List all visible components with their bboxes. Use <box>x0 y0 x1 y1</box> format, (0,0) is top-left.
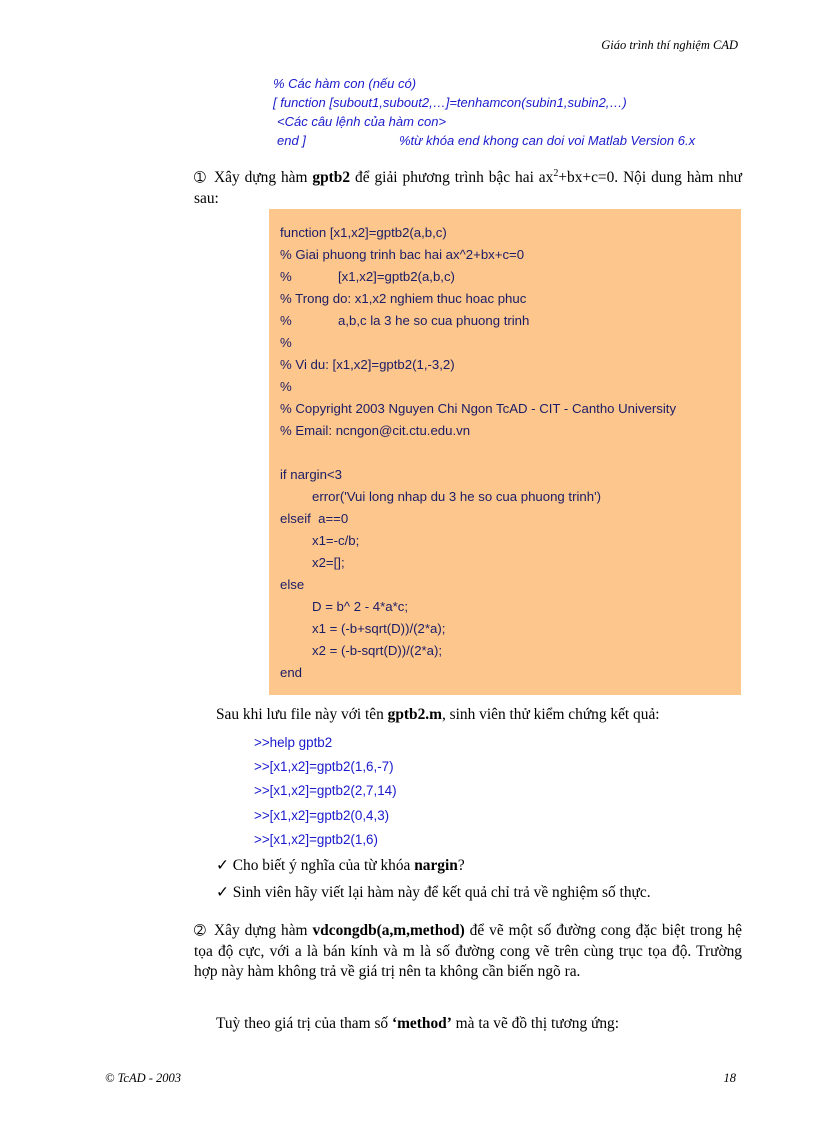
function-name: gptb2 <box>312 169 351 187</box>
text: để vẽ một số đường cong đặc biệt trong hệ tọa độ cực, với a là bán kính và m là số đường cong vẽ trên cùng trục tọa độ. Trường hợp này hàm không trả về giá trị nên ta không cần biến ngõ ra. <box>194 922 743 980</box>
paragraph-method <box>216 1014 756 1034</box>
command-line: >>[x1,x2]=gptb2(0,4,3) <box>254 807 390 823</box>
code-line <box>280 310 676 332</box>
code-line: % <box>280 335 292 350</box>
code-line <box>280 266 676 288</box>
checkmark-icon: ✓ <box>216 857 229 874</box>
paragraph-save-file <box>216 705 756 725</box>
command-line: >>[x1,x2]=gptb2(1,6,-7) <box>254 759 394 775</box>
code-token: a,b,c la 3 he so cua phuong trinh <box>338 313 530 328</box>
code-line: D = b^ 2 - 4*a*c; <box>312 599 408 614</box>
code-token: % <box>280 269 292 284</box>
text: Sau khi lưu file này với tên <box>216 706 388 723</box>
code-line: % Vi du: [x1,x2]=gptb2(1,-3,2) <box>280 357 455 372</box>
keyword: nargin <box>414 857 458 874</box>
text: Sinh viên hãy viết lại hàm này để kết quả chỉ trả về nghiệm số thực. <box>228 884 651 901</box>
superscript: 2 <box>553 168 559 179</box>
code-line: function [x1,x2]=gptb2(a,b,c) <box>280 225 447 240</box>
code-line: end <box>280 665 303 680</box>
running-header: Giáo trình thí nghiệm CAD <box>601 38 738 52</box>
page-number: 18 <box>723 1071 736 1085</box>
checkmark-icon: ✓ <box>216 884 229 901</box>
text: để giải phương trình bậc hai ax <box>350 169 554 187</box>
paragraph-vdcongdb <box>194 921 742 982</box>
code-line: x2=[]; <box>312 555 345 570</box>
text: Xây dựng hàm <box>214 922 313 939</box>
text: ? <box>457 857 465 874</box>
template-comment: %từ khóa end khong can doi voi Matlab Version 6.x <box>399 133 696 148</box>
text: Tuỳ theo giá trị của tham số <box>216 1015 392 1032</box>
footer-copyright: © TcAD - 2003 <box>105 1071 182 1085</box>
parameter-name: ‘method’ <box>391 1015 452 1032</box>
code-line: % Copyright 2003 Nguyen Chi Ngon TcAD - CIT - Cantho University <box>280 401 677 416</box>
template-line <box>273 131 753 150</box>
code-line: % Email: ncngon@cit.ctu.edu.vn <box>280 423 471 438</box>
circled-one-icon: ➀ <box>194 171 206 187</box>
function-template <box>273 74 753 150</box>
circled-two-icon: ➁ <box>194 924 206 939</box>
code-line: % Trong do: x1,x2 nghiem thuc hoac phuc <box>280 291 527 306</box>
file-name: gptb2.m <box>387 706 442 723</box>
code-line: else <box>280 577 305 592</box>
text: +bx+c=0. Nội dung hàm như sau: <box>194 169 743 208</box>
text: Cho biết ý nghĩa của từ khóa <box>228 857 415 874</box>
command-line: >>[x1,x2]=gptb2(1,6) <box>254 831 378 847</box>
code-line: x2 = (-b-sqrt(D))/(2*a); <box>312 643 443 658</box>
code-line: % <box>280 379 292 394</box>
paragraph-gptb2 <box>194 164 742 209</box>
template-line: [ function [subout1,subout2,…]=tenhamcon(subin1,subin2,…) <box>273 95 627 110</box>
template-end: end ] <box>277 133 306 148</box>
code-line: % Giai phuong trinh bac hai ax^2+bx+c=0 <box>280 247 525 262</box>
code-line: x1 = (-b+sqrt(D))/(2*a); <box>312 621 446 636</box>
command-line: >>help gptb2 <box>254 735 333 750</box>
text: , sinh viên thử kiểm chứng kết quả: <box>441 706 660 723</box>
code-line: if nargin<3 <box>280 467 342 482</box>
command-line: >>[x1,x2]=gptb2(2,7,14) <box>254 783 397 799</box>
checklist-item-real-roots <box>216 883 651 902</box>
code-line: x1=-c/b; <box>312 533 360 548</box>
code-line: elseif a==0 <box>280 511 349 526</box>
text: Xây dựng hàm <box>214 169 313 187</box>
code-token: [x1,x2]=gptb2(a,b,c) <box>338 269 455 284</box>
code-block <box>269 209 741 695</box>
code-line: error('Vui long nhap du 3 he so cua phuong trinh') <box>312 489 601 504</box>
template-line: <Các câu lệnh của hàm con> <box>277 114 447 129</box>
template-line: % Các hàm con (nếu có) <box>273 76 417 91</box>
code-line <box>280 442 676 464</box>
command-list <box>254 731 397 852</box>
text: mà ta vẽ đồ thị tương ứng: <box>451 1015 619 1032</box>
checklist-item-nargin <box>216 856 465 875</box>
code-token: % <box>280 313 292 328</box>
function-name: vdcongdb(a,m,method) <box>312 922 465 939</box>
